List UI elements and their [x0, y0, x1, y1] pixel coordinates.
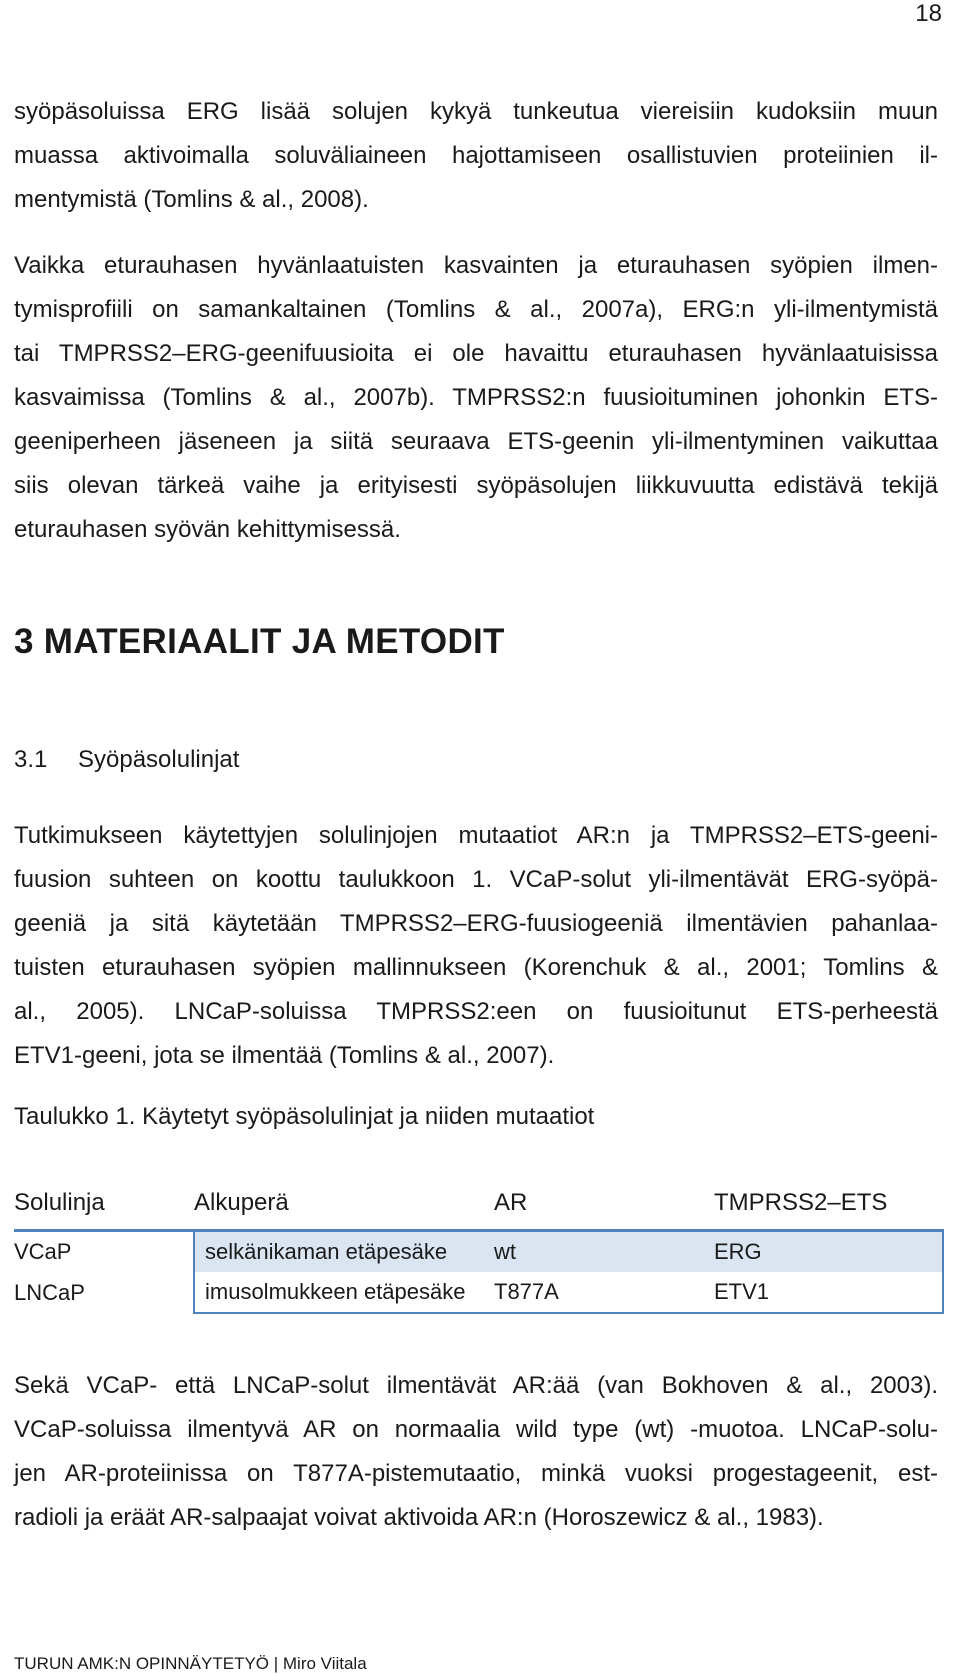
- text-line: siis olevan tärkeä vaihe ja erityisesti syöpäsolujen liikkuvuutta edistävä tekijä: [14, 472, 938, 499]
- text-line: kasvaimissa (Tomlins & al., 2007b). TMPRSS2:n fuusioituminen johonkin ETS-: [14, 384, 938, 411]
- paragraph-cell-lines: [14, 814, 938, 1078]
- text-line: al., 2005). LNCaP-soluissa TMPRSS2:een on fuusioitunut ETS-perheestä: [14, 998, 938, 1025]
- page-footer: TURUN AMK:N OPINNÄYTETYÖ | Miro Viitala: [14, 1654, 367, 1673]
- table-cell: ETV1: [714, 1272, 943, 1313]
- cell-line-table: [14, 1177, 944, 1314]
- section-heading: [14, 746, 239, 774]
- text-line: Tutkimukseen käytettyjen solulinjojen mutaatiot AR:n ja TMPRSS2–ETS-geeni-: [14, 822, 938, 849]
- page-number: 18: [915, 0, 942, 27]
- text-line: VCaP-soluissa ilmentyvä AR on normaalia wild type (wt) -muotoa. LNCaP-solu-: [14, 1416, 938, 1443]
- table-row: [14, 1231, 943, 1273]
- paragraph-ar-expression: [14, 1364, 938, 1540]
- section-number: 3.1: [14, 746, 48, 773]
- text-line: syöpäsoluissa ERG lisää solujen kykyä tunkeutua viereisiin kudoksiin muun: [14, 98, 938, 125]
- text-line: eturauhasen syövän kehittymisessä.: [14, 516, 401, 543]
- text-line: Vaikka eturauhasen hyvänlaatuisten kasvainten ja eturauhasen syöpien ilmen-: [14, 252, 938, 279]
- text-line: geeniä ja sitä käytetään TMPRSS2–ERG-fuusiogeeniä ilmentävien pahanlaa-: [14, 910, 938, 937]
- table-header-cell: Solulinja: [14, 1177, 194, 1231]
- text-line: mentymistä (Tomlins & al., 2008).: [14, 186, 369, 213]
- table-cell: ERG: [714, 1231, 943, 1273]
- text-line: ETV1-geeni, jota se ilmentää (Tomlins & al., 2007).: [14, 1042, 555, 1069]
- table-cell: LNCaP: [14, 1279, 85, 1305]
- text-line: Sekä VCaP- että LNCaP-solut ilmentävät AR:ää (van Bokhoven & al., 2003).: [14, 1372, 938, 1399]
- text-line: radioli ja eräät AR-salpaajat voivat aktivoida AR:n (Horoszewicz & al., 1983).: [14, 1504, 824, 1531]
- text-line: tuisten eturauhasen syöpien mallinnukseen (Korenchuk & al., 2001; Tomlins &: [14, 954, 938, 981]
- table-caption: Taulukko 1. Käytetyt syöpäsolulinjat ja niiden mutaatiot: [14, 1103, 595, 1130]
- table-header-row: [14, 1177, 943, 1231]
- text-line: fuusion suhteen on koottu taulukkoon 1. VCaP-solut yli-ilmentävät ERG-syöpä-: [14, 866, 938, 893]
- section-title: Syöpäsolulinjat: [78, 746, 240, 773]
- table-header-cell: Alkuperä: [194, 1177, 494, 1231]
- table-cell: wt: [494, 1231, 714, 1273]
- text-line: jen AR-proteiinissa on T877A-pistemutaatio, minkä vuoksi progestageenit, est-: [14, 1460, 938, 1487]
- text-line: geeniperheen jäseneen ja siitä seuraava ETS-geenin yli-ilmentyminen vaikuttaa: [14, 428, 938, 455]
- table-cell: VCaP: [14, 1239, 72, 1264]
- table-cell: selkänikaman etäpesäke: [194, 1231, 494, 1273]
- table-header-cell: AR: [494, 1177, 714, 1231]
- chapter-heading: 3 MATERIAALIT JA METODIT: [14, 622, 505, 661]
- table-header-cell: TMPRSS2–ETS: [714, 1177, 943, 1231]
- text-line: tymisprofiili on samankaltainen (Tomlins & al., 2007a), ERG:n yli-ilmentymistä: [14, 296, 938, 323]
- table-row: [14, 1272, 943, 1313]
- paragraph-erg-invasion: [14, 90, 938, 222]
- text-line: muassa aktivoimalla soluväliaineen hajottamiseen osallistuvien proteiinien il-: [14, 142, 938, 169]
- table-cell: imusolmukkeen etäpesäke: [194, 1272, 494, 1313]
- table-cell: T877A: [494, 1272, 714, 1313]
- paragraph-benign-tumors: [14, 244, 938, 552]
- text-line: tai TMPRSS2–ERG-geenifuusioita ei ole havaittu eturauhasen hyvänlaatuisissa: [14, 340, 938, 367]
